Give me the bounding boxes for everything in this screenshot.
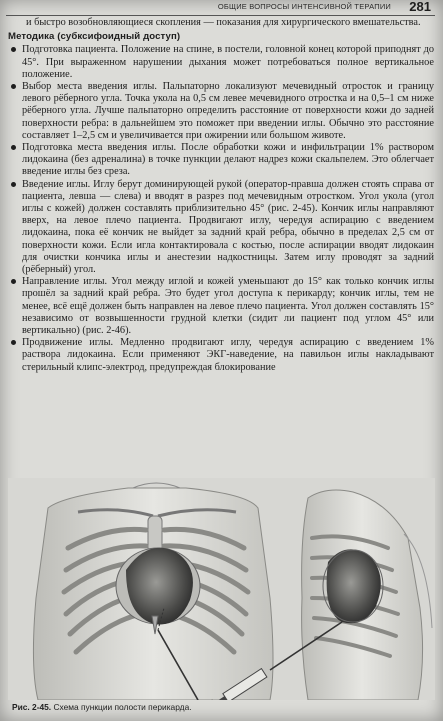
bullet-icon xyxy=(11,84,16,89)
caption-text: Схема пункции полости перикарда. xyxy=(53,702,192,712)
running-header xyxy=(0,0,443,14)
pericardiocentesis-illustration xyxy=(8,478,435,700)
intro-paragraph: и быстро возобновляющиеся скопления — показания для хирургического вмешательства. xyxy=(26,17,421,28)
list-item: Подготовка места введения иглы. После обработки кожи и инфильтрации 1% раствором лидокаина (без адреналина) в точке пункции делают надрез кожи скальпелем. Это облегчает введение иглы без среза. xyxy=(8,142,434,179)
section-title: ОБЩИЕ ВОПРОСЫ ИНТЕНСИВНОЙ ТЕРАПИИ xyxy=(217,2,391,11)
procedure-list xyxy=(8,44,434,373)
bullet-icon xyxy=(11,145,16,150)
page-number: 281 xyxy=(409,0,431,14)
list-item: Направление иглы. Угол между иглой и кожей уменьшают до 15° как только кончик иглы прошёл за задний край ребра. Это будет угол доступа к перикарду; кончик иглы, тем не менее, всё ещё должен быть направлен на левое плечо пациента. Угол должен составлять 15° независимо от возвышенности грудной клетки (сидит ли пациент под углом 45° или вертикально) (рис. 2-46). xyxy=(8,276,434,337)
list-item: Подготовка пациента. Положение на спине, в постели, головной конец которой приподнят до 45°. При выраженном нарушении дыхания может потребоваться полное вертикальное положение. xyxy=(8,44,434,81)
method-heading: Методика (субксифоидный доступ) xyxy=(8,31,181,43)
bullet-icon xyxy=(11,47,16,52)
header-rule xyxy=(6,15,435,16)
bullet-icon xyxy=(11,279,16,284)
caption-label: Рис. 2-45. xyxy=(12,702,52,712)
body-text xyxy=(8,17,434,374)
list-item: Введение иглы. Иглу берут доминирующей рукой (оператор-правша должен стоять справа от пациента, левша — слева) и вводят в разрез под мечевидным отростком. Угол укола (угол иглы с кожей) должен составлять приблизительно 45° (рис. 2-45). Кончик иглы направляют вверх, на левое плечо пациента. Продвигают иглу, чередуя аспирацию с введением лидокаина, пока её кончик не выйдет за задний край ребра, обычно в пределах 2,5 см от поверхности кожи. Если игла контактировала с костью, после аспирации вводят лидокаин для очистки кончика иглы и анестезии надкостницы. Затем иглу проводят за задний (рёберный) угол. xyxy=(8,179,434,277)
bullet-icon xyxy=(11,340,16,345)
list-item: Выбор места введения иглы. Пальпаторно локализуют мечевидный отросток и границу левого рёберного угла. Точка укола на 0,5 см левее мечевидного отростка и на 0,5–1 см ниже рёберного угла. Лучше пальпаторно определить расстояние от поверхности кожи до задней поверхности ребра: в дальнейшем это поможет при введении иглы. Обычно это расстояние составляет 1–2,5 см и увеличивается при ожирении или большом животе. xyxy=(8,81,434,142)
front-torso-figure xyxy=(33,483,273,700)
list-item: Продвижение иглы. Медленно продвигают иглу, чередуя аспирацию с введением 1% раствора лидокаина. Если применяют ЭКГ-наведение, на павильон иглы накладывают стерильный клипс-электрод, предупреждая блокирование xyxy=(8,337,434,374)
figure-caption xyxy=(12,702,192,712)
bullet-icon xyxy=(11,182,16,187)
